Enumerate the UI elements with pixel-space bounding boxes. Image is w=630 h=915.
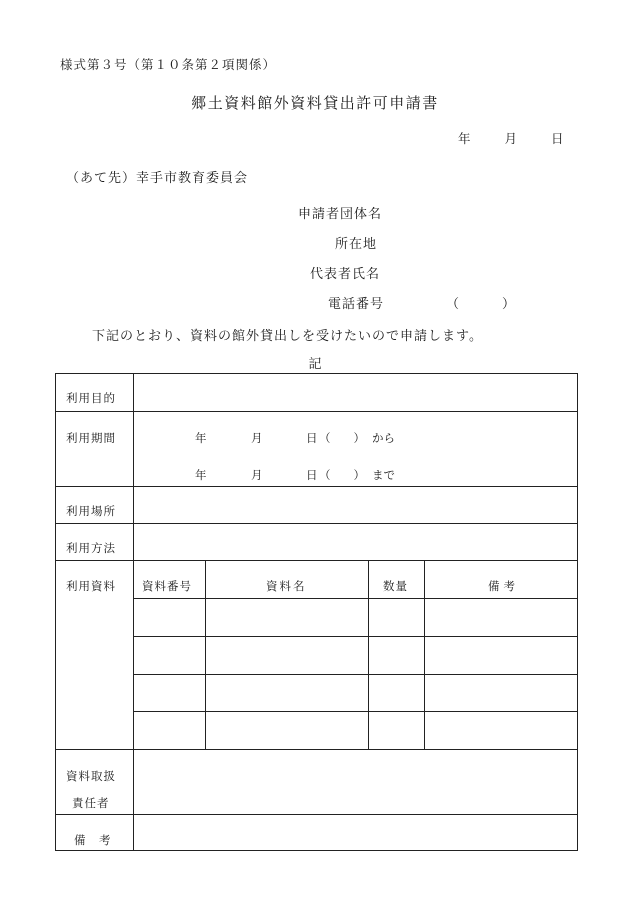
handler-label-line2: 責任者 [72,796,110,810]
materials-header-number: 資料番号 [142,579,192,593]
period-end-month: 月 [251,468,263,482]
materials-row-divider [133,636,578,637]
application-date [458,129,564,147]
materials-column-divider [368,560,369,749]
remarks-label: 備 考 [74,833,112,847]
date-month-label: 月 [504,131,518,146]
date-year-label: 年 [458,131,471,146]
period-start-weekday: （ ） [319,431,365,445]
label-column-divider [133,374,134,851]
row-divider [56,523,578,524]
period-start-year: 年 [195,431,207,445]
materials-row-divider [133,711,578,712]
period-end-year: 年 [195,468,207,482]
materials-row-divider [133,674,578,675]
period-until-label: まで [372,468,395,482]
row-divider [56,411,578,412]
period-end-weekday: （ ） [319,468,365,482]
addressee: （あて先）幸手市教育委員会 [66,171,249,186]
date-day-label: 日 [551,131,564,146]
row-divider [56,814,578,815]
row-divider [56,560,578,561]
row-divider [56,486,578,487]
document-title: 郷土資料館外資料貸出許可申請書 [191,94,439,112]
materials-header-remarks: 備考 [488,579,519,593]
ki-heading: 記 [308,357,322,372]
applicant-phone-parentheses: （ ） [446,297,517,312]
applicant-org-label: 申請者団体名 [298,207,383,222]
materials-row-divider [133,598,578,599]
applicant-address-label: 所在地 [335,237,378,252]
period-start-day: 日 [306,431,318,445]
materials-header-name: 資料名 [266,579,307,593]
period-end-day: 日 [306,468,318,482]
period-from-label: から [372,431,395,445]
period-label: 利用期間 [66,431,116,445]
method-label: 利用方法 [66,541,116,555]
period-start-month: 月 [251,431,263,445]
applicant-representative-label: 代表者氏名 [310,267,381,282]
application-statement: 下記のとおり、資料の館外貸出しを受けたいので申請します。 [92,329,483,344]
materials-column-divider [205,560,206,749]
materials-column-divider [424,560,425,749]
applicant-phone-label: 電話番号 [328,297,385,312]
row-divider [56,749,578,750]
form-number: 様式第３号（第１０条第２項関係） [60,57,277,72]
handler-label-line1: 資料取扱 [66,769,116,783]
materials-label: 利用資料 [66,579,116,593]
place-label: 利用場所 [66,504,116,518]
application-form-table [55,373,578,851]
purpose-label: 利用目的 [66,391,116,405]
materials-header-quantity: 数量 [383,579,408,593]
